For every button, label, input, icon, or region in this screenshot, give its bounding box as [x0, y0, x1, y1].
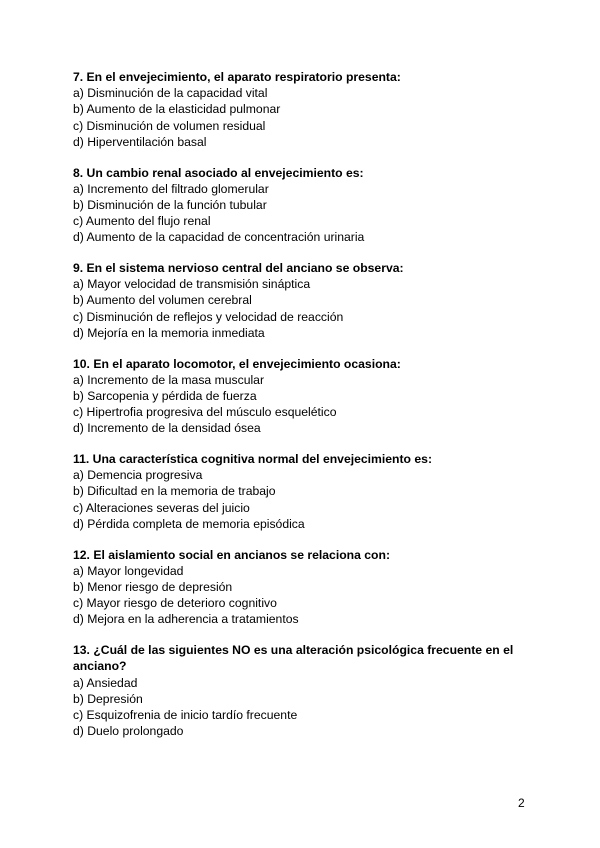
- option-d: d) Incremento de la densidad ósea: [73, 421, 261, 436]
- option-c: c) Disminución de reflejos y velocidad de reacción: [73, 309, 344, 324]
- option-c: c) Alteraciones severas del juicio: [73, 500, 250, 515]
- option-d: d) Hiperventilación basal: [73, 134, 207, 149]
- question-9: [73, 260, 543, 341]
- option-d: d) Aumento de la capacidad de concentración urinaria: [73, 230, 365, 245]
- question-13: [73, 642, 543, 739]
- question-title: 12. El aislamiento social en ancianos se relaciona con:: [73, 547, 391, 562]
- question-11: [73, 451, 543, 532]
- option-b: b) Dificultad en la memoria de trabajo: [73, 484, 276, 499]
- option-c: c) Mayor riesgo de deterioro cognitivo: [73, 596, 277, 611]
- option-a: a) Incremento de la masa muscular: [73, 372, 265, 387]
- option-b: b) Sarcopenia y pérdida de fuerza: [73, 388, 257, 403]
- question-7: [73, 69, 543, 150]
- option-b: b) Depresión: [73, 691, 143, 706]
- option-b: b) Aumento de la elasticidad pulmonar: [73, 102, 281, 117]
- option-b: b) Aumento del volumen cerebral: [73, 293, 252, 308]
- option-b: b) Disminución de la función tubular: [73, 197, 267, 212]
- page-number: 2: [518, 796, 525, 810]
- option-a: a) Disminución de la capacidad vital: [73, 86, 268, 101]
- option-d: d) Pérdida completa de memoria episódica: [73, 516, 305, 531]
- question-10: [73, 356, 543, 437]
- question-title: 8. Un cambio renal asociado al envejecimiento es:: [73, 165, 364, 180]
- option-a: a) Mayor velocidad de transmisión sináptica: [73, 277, 311, 292]
- option-c: c) Hipertrofia progresiva del músculo esquelético: [73, 405, 337, 420]
- question-title: 13. ¿Cuál de las siguientes NO es una alteración psicológica frecuente en el anciano?: [73, 643, 514, 674]
- option-c: c) Esquizofrenia de inicio tardío frecuente: [73, 707, 298, 722]
- question-title: 10. En el aparato locomotor, el envejecimiento ocasiona:: [73, 356, 401, 371]
- option-d: d) Mejoría en la memoria inmediata: [73, 325, 265, 340]
- option-d: d) Mejora en la adherencia a tratamientos: [73, 612, 299, 627]
- document-page: [73, 69, 543, 754]
- question-title: 11. Una característica cognitiva normal del envejecimiento es:: [73, 452, 433, 467]
- question-12: [73, 547, 543, 628]
- option-b: b) Menor riesgo de depresión: [73, 579, 233, 594]
- question-8: [73, 165, 543, 246]
- option-a: a) Incremento del filtrado glomerular: [73, 181, 269, 196]
- question-title: 9. En el sistema nervioso central del anciano se observa:: [73, 261, 404, 276]
- option-c: c) Disminución de volumen residual: [73, 118, 266, 133]
- option-a: a) Mayor longevidad: [73, 563, 184, 578]
- option-d: d) Duelo prolongado: [73, 724, 184, 739]
- option-c: c) Aumento del flujo renal: [73, 214, 211, 229]
- option-a: a) Demencia progresiva: [73, 468, 203, 483]
- question-title: 7. En el envejecimiento, el aparato respiratorio presenta:: [73, 70, 401, 84]
- option-a: a) Ansiedad: [73, 675, 138, 690]
